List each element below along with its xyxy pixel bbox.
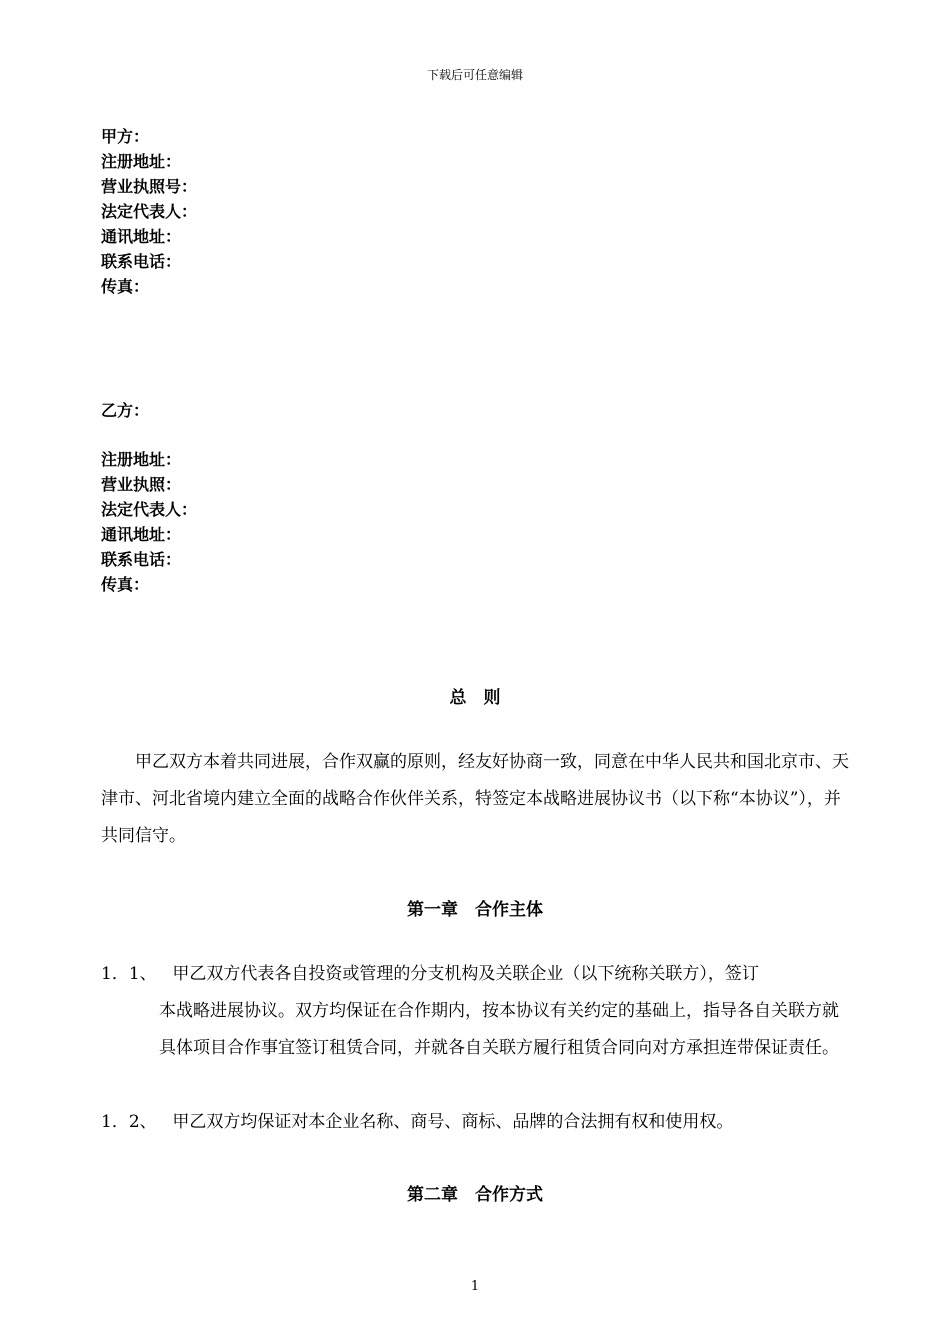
chapter2-heading: 第二章 合作方式 — [407, 1185, 543, 1205]
party-b-address-label: 注册地址： — [101, 450, 182, 469]
party-a-mail-address-label: 通讯地址： — [101, 227, 182, 246]
party-b-license-label: 营业执照： — [101, 475, 182, 494]
page-header: 下载后可任意编辑 — [426, 68, 523, 82]
party-a-license-label: 营业执照号： — [101, 177, 198, 196]
party-b-mail-address-label: 通讯地址： — [101, 525, 182, 544]
clause-1-2-text: 甲乙双方均保证对本企业名称、商号、商标、品牌的合法拥有权和使用权。 — [167, 1112, 734, 1132]
chapter1-heading: 第一章 合作主体 — [407, 900, 543, 920]
party-b-name-label: 乙方： — [101, 401, 150, 420]
clause-1-2-number: 1．2、 — [101, 1112, 157, 1132]
party-b-representative-label: 法定代表人： — [101, 500, 198, 519]
party-a-name-label: 甲方： — [101, 127, 150, 146]
clause-1-2 — [101, 1104, 851, 1141]
party-a-address-label: 注册地址： — [101, 152, 182, 171]
party-b-fax-label: 传真： — [101, 575, 150, 594]
general-heading: 总 则 — [449, 688, 501, 708]
party-a-representative-label: 法定代表人： — [101, 202, 198, 221]
party-b-block — [101, 447, 197, 597]
party-a-block — [101, 124, 197, 299]
clause-1-1 — [101, 956, 851, 1067]
clause-1-1-continuation: 本战略进展协议。双方均保证在合作期内，按本协议有关约定的基础上，指导各自关联方就具体项目合作事宜签订租赁合同，并就各自关联方履行租赁合同向对方承担连带保证责任。 — [159, 1001, 839, 1058]
party-a-fax-label: 传真： — [101, 277, 150, 296]
general-paragraph: 甲乙双方本着共同进展，合作双赢的原则，经友好协商一致，同意在中华人民共和国北京市、天津市、河北省境内建立全面的战略合作伙伴关系，特签定本战略进展协议书（以下称“本协议”），并共同信守。 — [101, 752, 849, 846]
clause-1-1-number: 1．1、 — [101, 964, 157, 984]
page-number: 1 — [470, 1279, 480, 1294]
party-a-phone-label: 联系电话： — [101, 252, 182, 271]
party-b-phone-label: 联系电话： — [101, 550, 182, 569]
clause-1-1-first-line: 甲乙双方代表各自投资或管理的分支机构及关联企业（以下统称关联方），签订 — [167, 964, 759, 984]
